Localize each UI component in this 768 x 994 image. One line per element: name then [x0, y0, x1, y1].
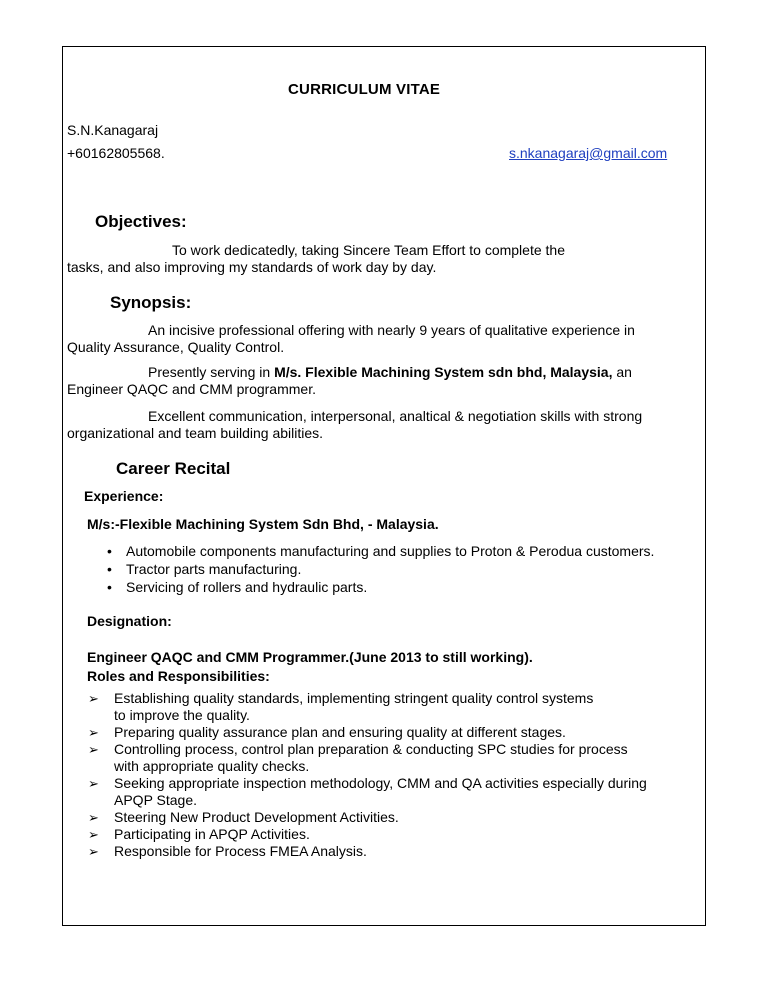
arrow-bullet-icon: ➢ [88, 691, 99, 706]
activity-text: Tractor parts manufacturing. [126, 561, 302, 577]
role-line: Seeking appropriate inspection methodology, CMM and QA activities especially during [114, 775, 647, 791]
list-item [88, 741, 647, 775]
designation-text: Engineer QAQC and CMM Programmer.(June 2013 to still working). [87, 649, 533, 665]
career-heading: Career Recital [116, 459, 231, 478]
list-item [88, 690, 647, 724]
synopsis-p1-line-1: An incisive professional offering with nearly 9 years of qualitative experience in [148, 322, 635, 338]
list-item [88, 724, 647, 741]
list-item [80, 542, 654, 560]
designation-label: Designation: [87, 613, 172, 629]
synopsis-p2-line-2: Engineer QAQC and CMM programmer. [67, 381, 316, 397]
roles-label: Roles and Responsibilities: [87, 668, 270, 684]
arrow-bullet-icon: ➢ [88, 827, 99, 842]
objectives-heading: Objectives: [95, 212, 187, 231]
activities-list [80, 542, 654, 596]
list-item [88, 826, 647, 843]
arrow-bullet-icon: ➢ [88, 776, 99, 791]
synopsis-heading: Synopsis: [110, 293, 192, 312]
arrow-bullet-icon: ➢ [88, 844, 99, 859]
arrow-bullet-icon: ➢ [88, 742, 99, 757]
synopsis-p1-line-2: Quality Assurance, Quality Control. [67, 339, 285, 355]
bullet-icon: • [107, 561, 112, 577]
objectives-line-2: tasks, and also improving my standards of work day by day. [67, 259, 437, 275]
role-line: Controlling process, control plan preparation & conducting SPC studies for process [114, 741, 628, 757]
bullet-icon: • [107, 579, 112, 595]
role-line: Steering New Product Development Activities. [114, 809, 399, 825]
company-name-bold: M/s. Flexible Machining System sdn bhd, Malaysia, [274, 364, 613, 380]
activity-text: Servicing of rollers and hydraulic parts. [126, 579, 368, 595]
synopsis-p2-post: an [612, 364, 632, 380]
bullet-icon: • [107, 543, 112, 559]
synopsis-p3-line-1: Excellent communication, interpersonal, analtical & negotiation skills with strong [148, 408, 643, 424]
role-line: Preparing quality assurance plan and ensuring quality at different stages. [114, 724, 566, 740]
synopsis-p2-pre: Presently serving in [148, 364, 275, 380]
candidate-name: S.N.Kanagaraj [67, 122, 159, 138]
role-line: APQP Stage. [114, 792, 198, 808]
synopsis-p3-line-2: organizational and team building abilities. [67, 425, 324, 441]
list-item [88, 843, 647, 860]
arrow-bullet-icon: ➢ [88, 725, 99, 740]
phone-number: +60162805568. [67, 145, 165, 161]
company-line: M/s:-Flexible Machining System Sdn Bhd, - Malaysia. [87, 516, 439, 532]
role-line: Establishing quality standards, implementing stringent quality control systems [114, 690, 594, 706]
experience-label: Experience: [84, 488, 164, 504]
activity-text: Automobile components manufacturing and supplies to Proton & Perodua customers. [126, 543, 655, 559]
role-line: Responsible for Process FMEA Analysis. [114, 843, 367, 859]
objectives-line-1: To work dedicatedly, taking Sincere Team Effort to complete the [172, 242, 565, 258]
list-item [88, 809, 647, 826]
arrow-bullet-icon: ➢ [88, 810, 99, 825]
roles-list [88, 690, 647, 860]
role-line: with appropriate quality checks. [114, 758, 310, 774]
role-line: Participating in APQP Activities. [114, 826, 310, 842]
list-item [88, 775, 647, 809]
email-link[interactable]: s.nkanagaraj@gmail.com [509, 145, 668, 161]
list-item [80, 578, 654, 596]
role-line: to improve the quality. [114, 707, 250, 723]
page-title: CURRICULUM VITAE [288, 81, 441, 98]
list-item [80, 560, 654, 578]
synopsis-p2-line-1 [148, 364, 632, 381]
